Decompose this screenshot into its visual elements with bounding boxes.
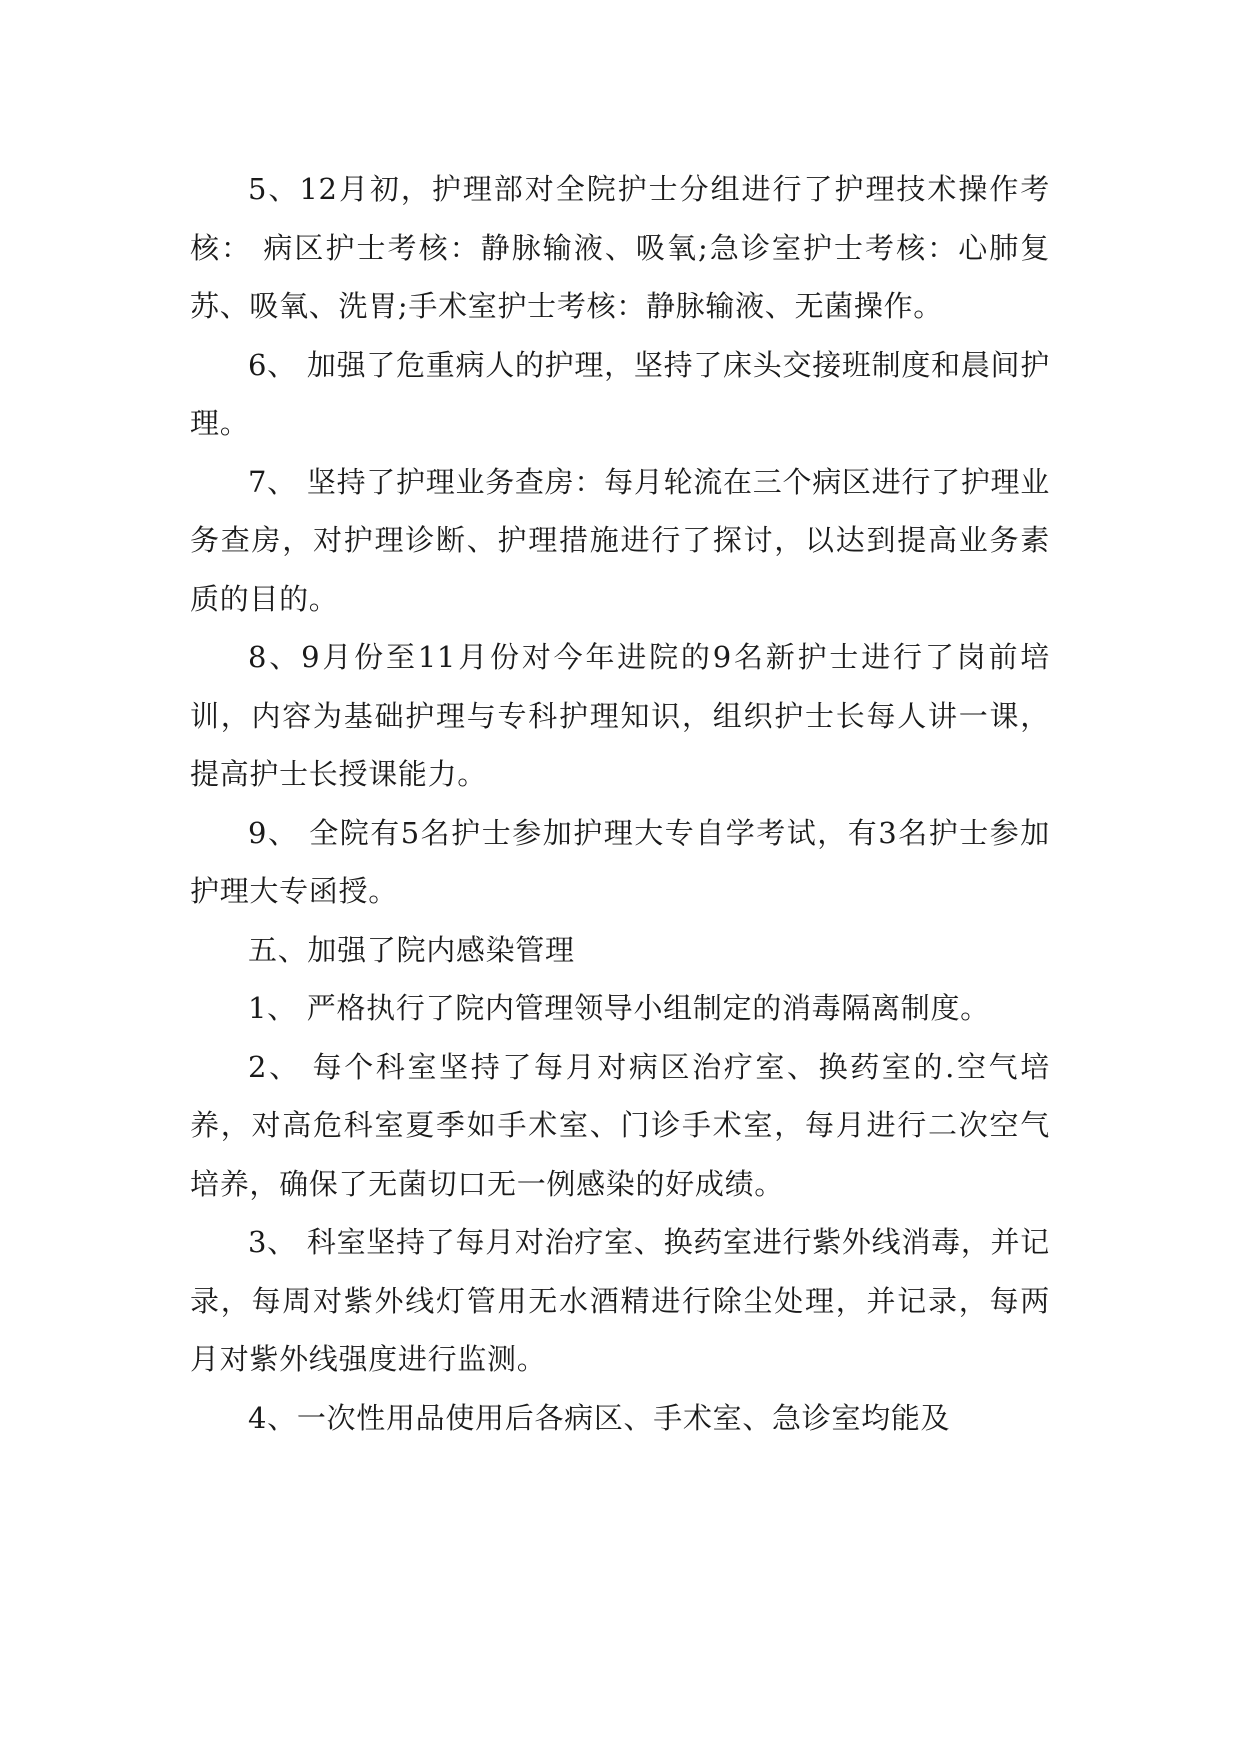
paragraph-item-8-new-nurse-training: 8、9月份至11月份对今年进院的9名新护士进行了岗前培训，内容为基础护理与专科护理知识，组织护士长每人讲一课，提高护士长授课能力。 [190,640,1050,791]
paragraph-item-7-ward-rounds: 7、 坚持了护理业务查房：每月轮流在三个病区进行了护理业务查房，对护理诊断、护理措施进行了探讨，以达到提高业务素质的目的。 [190,464,1050,616]
section-heading-infection-control: 五、加强了院内感染管理 [248,932,575,967]
document-body [190,160,1050,1447]
paragraph-item-5-skills-assessment: 5、12月初，护理部对全院护士分组进行了护理技术操作考核： 病区护士考核：静脉输液、吸氧;急诊室护士考核：心肺复苏、吸氧、洗胃;手术室护士考核：静脉输液、无菌操作。 [190,172,1050,323]
paragraph-item-4-disposables: 4、一次性用品使用后各病区、手术室、急诊室均能及 [248,1400,951,1435]
paragraph-item-9-continuing-education: 9、 全院有5名护士参加护理大专自学考试，有3名护士参加护理大专函授。 [190,815,1050,908]
paragraph-item-1-disinfection-rules: 1、 严格执行了院内管理领导小组制定的消毒隔离制度。 [248,991,990,1025]
paragraph-item-2-air-culture: 2、 每个科室坚持了每月对病区治疗室、换药室的.空气培养，对高危科室夏季如手术室、门诊手术室，每月进行二次空气培养，确保了无菌切口无一例感染的好成绩。 [190,1049,1050,1201]
paragraph-item-3-uv-disinfection: 3、 科室坚持了每月对治疗室、换药室进行紫外线消毒，并记录，每周对紫外线灯管用无水酒精进行除尘处理，并记录，每两月对紫外线强度进行监测。 [190,1225,1050,1376]
paragraph-item-6-critical-care: 6、 加强了危重病人的护理，坚持了床头交接班制度和晨间护理。 [190,347,1050,440]
